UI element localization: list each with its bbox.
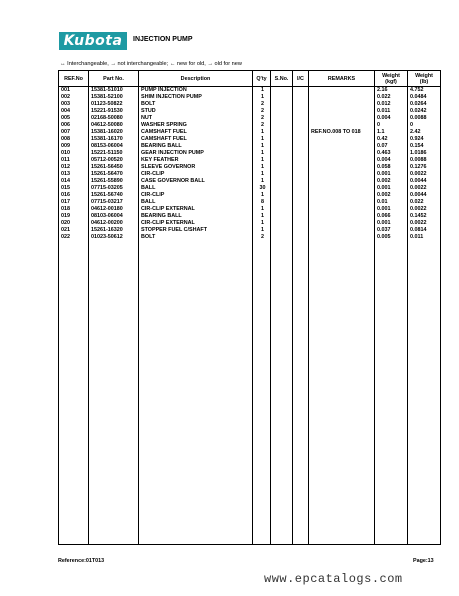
cell-remarks bbox=[309, 185, 375, 192]
col-header-description: Description bbox=[139, 71, 253, 87]
col-header-ic: I/C bbox=[293, 71, 309, 87]
cell-ref-no: 015 bbox=[59, 185, 89, 192]
cell-ref-no: 010 bbox=[59, 150, 89, 157]
cell-part-no: 02168-50080 bbox=[89, 115, 139, 122]
cell-remarks bbox=[309, 150, 375, 157]
kubota-logo: Kubota bbox=[59, 32, 127, 50]
cell-qty: 1 bbox=[253, 213, 271, 220]
cell-part-no: 15221-91530 bbox=[89, 108, 139, 115]
cell-part-no: 04612-00200 bbox=[89, 220, 139, 227]
cell-qty: 1 bbox=[253, 136, 271, 143]
cell-description: BALL bbox=[139, 199, 253, 206]
cell-description: STUD bbox=[139, 108, 253, 115]
cell-description: BEARING BALL bbox=[139, 143, 253, 150]
col-header-qty: Q'ty bbox=[253, 71, 271, 87]
cell-part-no: 15381-16170 bbox=[89, 136, 139, 143]
cell-part-no: 15261-56740 bbox=[89, 192, 139, 199]
cell-weight-kgf: 0.011 bbox=[375, 108, 408, 115]
cell-weight-lb: 0.0088 bbox=[408, 115, 441, 122]
cell-part-no: 15261-56450 bbox=[89, 164, 139, 171]
cell-serial-no bbox=[271, 164, 293, 171]
cell-part-no: 15221-51150 bbox=[89, 150, 139, 157]
cell-weight-kgf: 0.463 bbox=[375, 150, 408, 157]
page-number: Page:13 bbox=[413, 558, 434, 564]
cell-part-no: 01023-50612 bbox=[89, 234, 139, 241]
cell-ic bbox=[293, 94, 309, 101]
table-row bbox=[59, 234, 441, 241]
cell-ref-no: 022 bbox=[59, 234, 89, 241]
cell-ic bbox=[293, 164, 309, 171]
cell-description: NUT bbox=[139, 115, 253, 122]
cell-weight-kgf: 0.01 bbox=[375, 199, 408, 206]
cell-ic bbox=[293, 115, 309, 122]
filler-cell bbox=[375, 241, 408, 545]
cell-description: GEAR INJECTION PUMP bbox=[139, 150, 253, 157]
cell-remarks bbox=[309, 220, 375, 227]
cell-qty: 2 bbox=[253, 234, 271, 241]
cell-description: KEY FEATHER bbox=[139, 157, 253, 164]
cell-weight-lb: 0.0484 bbox=[408, 94, 441, 101]
cell-remarks bbox=[309, 101, 375, 108]
table-row bbox=[59, 199, 441, 206]
cell-part-no: 15261-16320 bbox=[89, 227, 139, 234]
cell-weight-lb: 0.0242 bbox=[408, 108, 441, 115]
cell-remarks bbox=[309, 199, 375, 206]
cell-part-no: 07715-03217 bbox=[89, 199, 139, 206]
filler-cell bbox=[253, 241, 271, 545]
cell-serial-no bbox=[271, 108, 293, 115]
col-header-ref-no: REF.No bbox=[59, 71, 89, 87]
cell-ref-no: 018 bbox=[59, 206, 89, 213]
cell-ic bbox=[293, 157, 309, 164]
cell-ic bbox=[293, 199, 309, 206]
cell-weight-kgf: 0.001 bbox=[375, 220, 408, 227]
cell-remarks bbox=[309, 192, 375, 199]
cell-part-no: 07715-03205 bbox=[89, 185, 139, 192]
cell-part-no: 15381-16020 bbox=[89, 129, 139, 136]
cell-weight-kgf: 1.1 bbox=[375, 129, 408, 136]
cell-ref-no: 005 bbox=[59, 115, 89, 122]
cell-remarks bbox=[309, 108, 375, 115]
cell-description: CIR-CLIP EXTERNAL bbox=[139, 220, 253, 227]
filler-cell bbox=[139, 241, 253, 545]
cell-ref-no: 012 bbox=[59, 164, 89, 171]
cell-part-no: 15381-52100 bbox=[89, 94, 139, 101]
cell-weight-kgf: 0.004 bbox=[375, 157, 408, 164]
cell-serial-no bbox=[271, 115, 293, 122]
cell-remarks bbox=[309, 94, 375, 101]
cell-qty: 1 bbox=[253, 164, 271, 171]
filler-cell bbox=[89, 241, 139, 545]
cell-ic bbox=[293, 129, 309, 136]
cell-qty: 1 bbox=[253, 94, 271, 101]
filler-cell bbox=[408, 241, 441, 545]
cell-ic bbox=[293, 220, 309, 227]
col-header-weight-lb: Weight (lb) bbox=[408, 71, 441, 87]
cell-weight-lb: 0.924 bbox=[408, 136, 441, 143]
cell-part-no: 04612-50080 bbox=[89, 122, 139, 129]
cell-weight-kgf: 0.012 bbox=[375, 101, 408, 108]
cell-description: SLEEVE GOVERNOR bbox=[139, 164, 253, 171]
cell-weight-kgf: 0.037 bbox=[375, 227, 408, 234]
cell-description: STOPPER FUEL C/SHAFT bbox=[139, 227, 253, 234]
cell-weight-kgf: 0.002 bbox=[375, 178, 408, 185]
table-row bbox=[59, 122, 441, 129]
cell-weight-lb: 1.0186 bbox=[408, 150, 441, 157]
cell-ref-no: 013 bbox=[59, 171, 89, 178]
reference-code: Reference:01T013 bbox=[58, 558, 105, 564]
interchange-legend: ↔ Interchangeable, → not interchangeable; ← new for old, → old for new bbox=[60, 61, 242, 67]
cell-qty: 1 bbox=[253, 192, 271, 199]
cell-weight-lb: 0.0044 bbox=[408, 178, 441, 185]
cell-part-no: 04612-00180 bbox=[89, 206, 139, 213]
cell-serial-no bbox=[271, 136, 293, 143]
cell-serial-no bbox=[271, 199, 293, 206]
cell-ref-no: 021 bbox=[59, 227, 89, 234]
cell-ic bbox=[293, 150, 309, 157]
cell-qty: 1 bbox=[253, 87, 271, 95]
cell-remarks bbox=[309, 87, 375, 95]
cell-part-no: 01123-50822 bbox=[89, 101, 139, 108]
cell-weight-kgf: 0.001 bbox=[375, 185, 408, 192]
cell-description: BOLT bbox=[139, 101, 253, 108]
cell-serial-no bbox=[271, 185, 293, 192]
cell-remarks bbox=[309, 234, 375, 241]
table-row bbox=[59, 164, 441, 171]
table-row bbox=[59, 185, 441, 192]
parts-table bbox=[58, 70, 441, 545]
cell-weight-lb: 4.752 bbox=[408, 87, 441, 95]
cell-weight-kgf: 0.004 bbox=[375, 115, 408, 122]
cell-weight-lb: 0.154 bbox=[408, 143, 441, 150]
cell-description: CIR-CLIP EXTERNAL bbox=[139, 206, 253, 213]
cell-description: CASE GOVERNOR BALL bbox=[139, 178, 253, 185]
cell-serial-no bbox=[271, 87, 293, 95]
cell-description: PUMP INJECTION bbox=[139, 87, 253, 95]
table-filler-row bbox=[59, 241, 441, 545]
cell-remarks bbox=[309, 178, 375, 185]
cell-weight-kgf: 0.001 bbox=[375, 206, 408, 213]
col-header-serial-no: S.No. bbox=[271, 71, 293, 87]
cell-ref-no: 017 bbox=[59, 199, 89, 206]
cell-qty: 1 bbox=[253, 220, 271, 227]
cell-qty: 1 bbox=[253, 129, 271, 136]
cell-part-no: 08153-06004 bbox=[89, 143, 139, 150]
table-row bbox=[59, 178, 441, 185]
cell-ic bbox=[293, 171, 309, 178]
filler-cell bbox=[309, 241, 375, 545]
cell-serial-no bbox=[271, 122, 293, 129]
cell-remarks bbox=[309, 115, 375, 122]
cell-weight-lb: 0.0814 bbox=[408, 227, 441, 234]
cell-weight-kgf: 2.16 bbox=[375, 87, 408, 95]
cell-weight-kgf: 0.022 bbox=[375, 94, 408, 101]
cell-ref-no: 008 bbox=[59, 136, 89, 143]
cell-serial-no bbox=[271, 150, 293, 157]
filler-cell bbox=[271, 241, 293, 545]
cell-weight-lb: 0.011 bbox=[408, 234, 441, 241]
cell-serial-no bbox=[271, 171, 293, 178]
cell-ref-no: 007 bbox=[59, 129, 89, 136]
cell-qty: 2 bbox=[253, 115, 271, 122]
cell-ic bbox=[293, 136, 309, 143]
cell-ic bbox=[293, 227, 309, 234]
cell-ref-no: 006 bbox=[59, 122, 89, 129]
cell-ic bbox=[293, 108, 309, 115]
cell-remarks bbox=[309, 206, 375, 213]
cell-description: WASHER SPRING bbox=[139, 122, 253, 129]
table-row bbox=[59, 192, 441, 199]
cell-qty: 1 bbox=[253, 150, 271, 157]
cell-qty: 1 bbox=[253, 178, 271, 185]
cell-qty: 1 bbox=[253, 171, 271, 178]
cell-weight-lb: 0.1452 bbox=[408, 213, 441, 220]
table-row bbox=[59, 101, 441, 108]
cell-qty: 1 bbox=[253, 143, 271, 150]
cell-description: CIR-CLIP bbox=[139, 171, 253, 178]
cell-ref-no: 003 bbox=[59, 101, 89, 108]
cell-weight-lb: 0.022 bbox=[408, 199, 441, 206]
cell-weight-lb: 0.0022 bbox=[408, 171, 441, 178]
cell-qty: 2 bbox=[253, 122, 271, 129]
cell-weight-lb: 0.0044 bbox=[408, 192, 441, 199]
cell-qty: 1 bbox=[253, 157, 271, 164]
cell-ref-no: 009 bbox=[59, 143, 89, 150]
cell-weight-lb: 0 bbox=[408, 122, 441, 129]
cell-serial-no bbox=[271, 213, 293, 220]
cell-serial-no bbox=[271, 143, 293, 150]
cell-weight-lb: 2.42 bbox=[408, 129, 441, 136]
cell-weight-kgf: 0.001 bbox=[375, 171, 408, 178]
table-row bbox=[59, 94, 441, 101]
table-row bbox=[59, 129, 441, 136]
cell-part-no: 15381-51010 bbox=[89, 87, 139, 95]
cell-qty: 2 bbox=[253, 101, 271, 108]
cell-serial-no bbox=[271, 227, 293, 234]
cell-qty: 2 bbox=[253, 108, 271, 115]
cell-ic bbox=[293, 185, 309, 192]
cell-weight-kgf: 0.42 bbox=[375, 136, 408, 143]
cell-weight-kgf: 0.066 bbox=[375, 213, 408, 220]
cell-weight-kgf: 0 bbox=[375, 122, 408, 129]
cell-weight-lb: 0.0088 bbox=[408, 157, 441, 164]
table-row bbox=[59, 115, 441, 122]
table-row bbox=[59, 87, 441, 95]
cell-qty: 1 bbox=[253, 206, 271, 213]
cell-weight-lb: 0.0022 bbox=[408, 185, 441, 192]
cell-serial-no bbox=[271, 129, 293, 136]
cell-ref-no: 014 bbox=[59, 178, 89, 185]
table-row bbox=[59, 171, 441, 178]
table-row bbox=[59, 157, 441, 164]
cell-part-no: 08103-06004 bbox=[89, 213, 139, 220]
cell-ref-no: 019 bbox=[59, 213, 89, 220]
cell-part-no: 05712-00520 bbox=[89, 157, 139, 164]
cell-description: BOLT bbox=[139, 234, 253, 241]
cell-ic bbox=[293, 192, 309, 199]
cell-qty: 8 bbox=[253, 199, 271, 206]
cell-serial-no bbox=[271, 192, 293, 199]
cell-weight-kgf: 0.002 bbox=[375, 192, 408, 199]
cell-weight-lb: 0.0264 bbox=[408, 101, 441, 108]
cell-remarks bbox=[309, 136, 375, 143]
cell-serial-no bbox=[271, 220, 293, 227]
cell-ref-no: 001 bbox=[59, 87, 89, 95]
table-row bbox=[59, 143, 441, 150]
cell-weight-kgf: 0.005 bbox=[375, 234, 408, 241]
cell-description: CAMSHAFT FUEL bbox=[139, 129, 253, 136]
cell-description: CIR-CLIP bbox=[139, 192, 253, 199]
page-title: INJECTION PUMP bbox=[133, 36, 193, 43]
cell-weight-lb: 0.1276 bbox=[408, 164, 441, 171]
cell-ic bbox=[293, 122, 309, 129]
table-row bbox=[59, 220, 441, 227]
cell-ic bbox=[293, 213, 309, 220]
cell-ic bbox=[293, 87, 309, 95]
cell-serial-no bbox=[271, 101, 293, 108]
table-row bbox=[59, 136, 441, 143]
table-row bbox=[59, 213, 441, 220]
table-row bbox=[59, 150, 441, 157]
cell-remarks bbox=[309, 171, 375, 178]
cell-remarks bbox=[309, 122, 375, 129]
watermark-url: www.epcatalogs.com bbox=[264, 572, 403, 586]
cell-description: CAMSHAFT FUEL bbox=[139, 136, 253, 143]
table-row bbox=[59, 108, 441, 115]
cell-remarks: REF.NO.008 TO 018 bbox=[309, 129, 375, 136]
col-header-weight-kgf: Weight (kgf) bbox=[375, 71, 408, 87]
cell-ref-no: 020 bbox=[59, 220, 89, 227]
filler-cell bbox=[293, 241, 309, 545]
cell-ref-no: 002 bbox=[59, 94, 89, 101]
cell-ref-no: 011 bbox=[59, 157, 89, 164]
filler-cell bbox=[59, 241, 89, 545]
table-row bbox=[59, 206, 441, 213]
cell-serial-no bbox=[271, 234, 293, 241]
cell-ic bbox=[293, 101, 309, 108]
cell-serial-no bbox=[271, 94, 293, 101]
cell-weight-kgf: 0.07 bbox=[375, 143, 408, 150]
cell-description: BEARING BALL bbox=[139, 213, 253, 220]
cell-description: SHIM INJECTION PUMP bbox=[139, 94, 253, 101]
cell-serial-no bbox=[271, 178, 293, 185]
col-header-part-no: Part No. bbox=[89, 71, 139, 87]
cell-qty: 30 bbox=[253, 185, 271, 192]
parts-table-body bbox=[59, 87, 441, 545]
cell-ic bbox=[293, 206, 309, 213]
cell-remarks bbox=[309, 227, 375, 234]
cell-serial-no bbox=[271, 206, 293, 213]
col-header-remarks: REMARKS bbox=[309, 71, 375, 87]
cell-part-no: 15261-55890 bbox=[89, 178, 139, 185]
cell-description: BALL bbox=[139, 185, 253, 192]
cell-remarks bbox=[309, 157, 375, 164]
cell-part-no: 15261-56470 bbox=[89, 171, 139, 178]
cell-ref-no: 016 bbox=[59, 192, 89, 199]
table-header-row bbox=[59, 71, 441, 87]
cell-remarks bbox=[309, 164, 375, 171]
cell-ic bbox=[293, 143, 309, 150]
cell-weight-kgf: 0.058 bbox=[375, 164, 408, 171]
cell-weight-lb: 0.0022 bbox=[408, 220, 441, 227]
cell-remarks bbox=[309, 213, 375, 220]
cell-ref-no: 004 bbox=[59, 108, 89, 115]
cell-serial-no bbox=[271, 157, 293, 164]
cell-ic bbox=[293, 178, 309, 185]
cell-ic bbox=[293, 234, 309, 241]
cell-weight-lb: 0.0022 bbox=[408, 206, 441, 213]
table-row bbox=[59, 227, 441, 234]
cell-remarks bbox=[309, 143, 375, 150]
cell-qty: 1 bbox=[253, 227, 271, 234]
